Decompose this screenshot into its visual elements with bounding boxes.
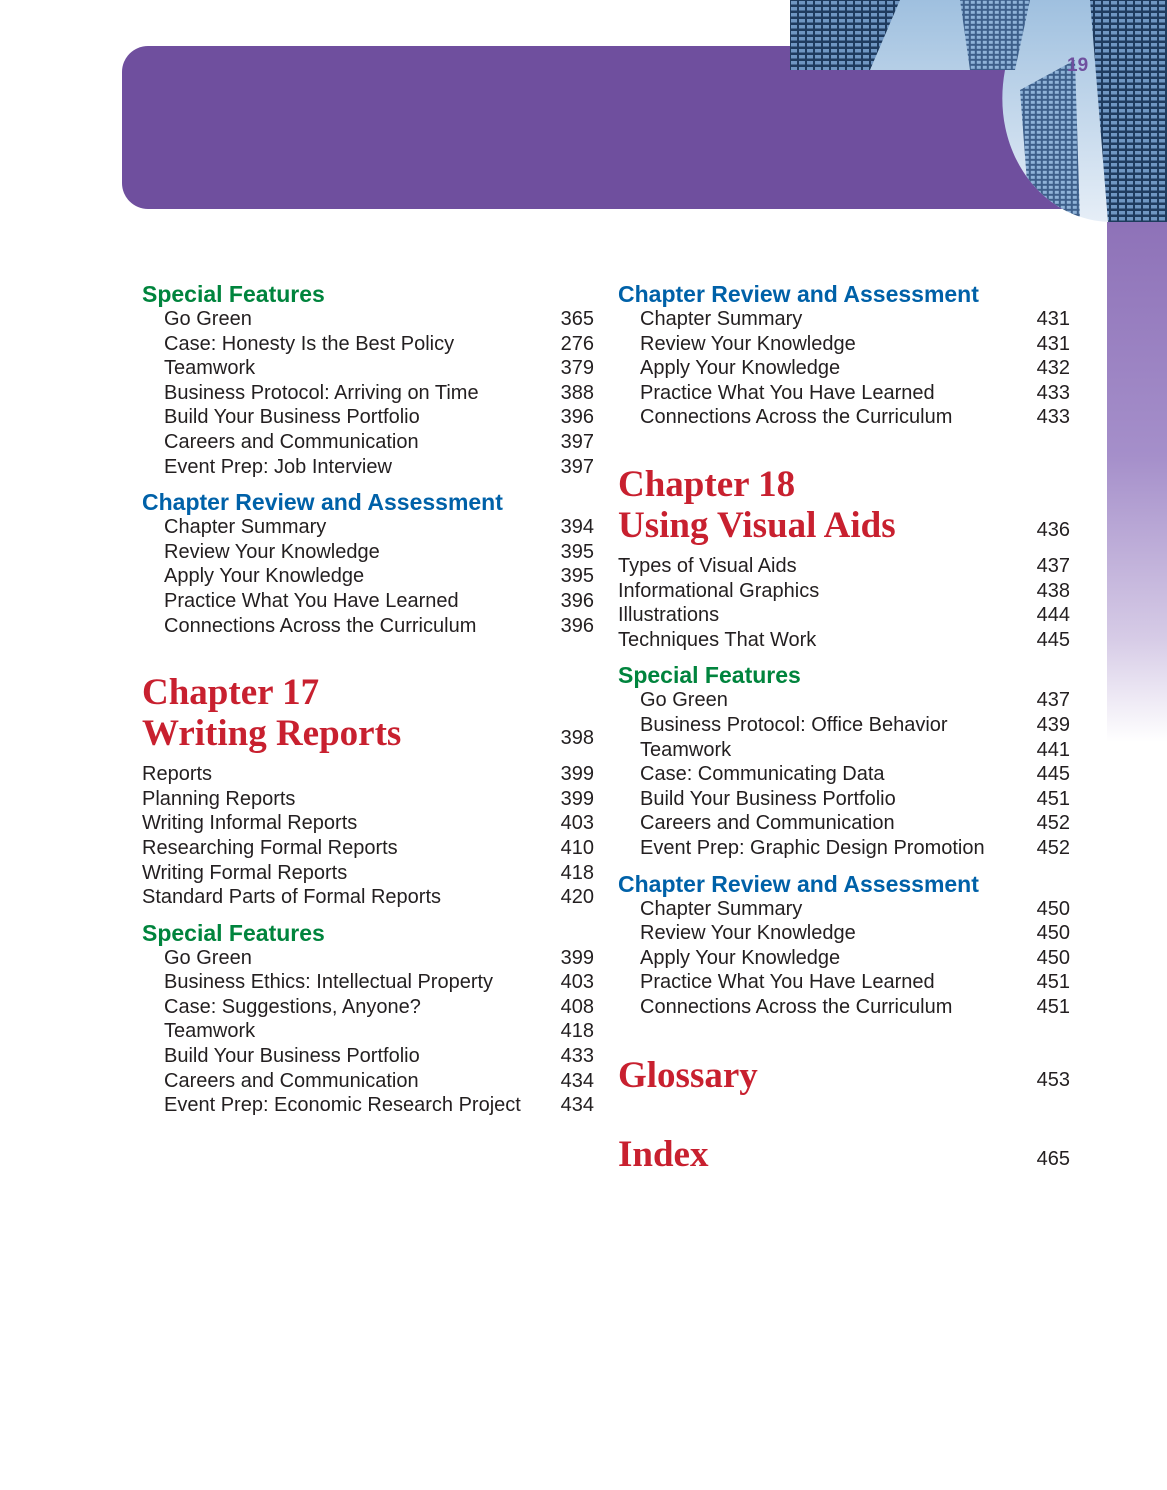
toc-entry[interactable] [618,946,1070,971]
index-entry[interactable] [618,1134,1070,1175]
toc-entry-label: Review Your Knowledge [640,922,856,945]
toc-entry[interactable] [618,628,1070,653]
toc-entry-label: Chapter Summary [640,897,803,920]
toc-entry-label: Review Your Knowledge [640,332,856,355]
toc-entry-label: Illustrations [618,604,720,627]
toc-entry-label: Careers and Communication [164,430,419,453]
toc-entry-page: 438 [1036,579,1070,602]
toc-entry-page: 445 [1036,763,1070,786]
toc-entry-page: 450 [1036,946,1070,969]
toc-entry-label: Writing Informal Reports [142,812,358,835]
toc-entry-label: Business Protocol: Office Behavior [640,713,948,736]
toc-entry-label: Go Green [164,946,252,969]
toc-entry-page: 399 [560,946,594,969]
toc-entry-label: Reports [142,763,213,786]
toc-entry-label: Connections Across the Curriculum [640,995,953,1018]
toc-entry-page: 434 [560,1069,594,1092]
toc-entry-label: Teamwork [164,1020,256,1043]
toc-entry[interactable] [142,405,594,430]
toc-entry[interactable] [142,515,594,540]
toc-entry-label: Business Ethics: Intellectual Property [164,971,494,994]
toc-entry[interactable] [618,836,1070,861]
toc-entry[interactable] [618,405,1070,430]
toc-entry-page: 408 [560,995,594,1018]
toc-entry[interactable] [618,356,1070,381]
toc-entry-page: 365 [560,308,594,330]
index-page: 465 [1036,1148,1070,1171]
toc-entry[interactable] [142,1019,594,1044]
chapter-title: Writing Reports [142,713,402,755]
toc-entry[interactable] [618,713,1070,738]
toc-entry-page: 434 [560,1094,594,1117]
toc-entry-page: 433 [1036,406,1070,429]
toc-right-column [618,281,1070,1175]
toc-entry-page: 450 [1036,897,1070,920]
toc-entry[interactable] [142,540,594,565]
toc-entry[interactable] [142,1044,594,1069]
toc-entry-page: 450 [1036,922,1070,945]
toc-entry[interactable] [142,995,594,1020]
toc-entry-page: 379 [560,357,594,380]
toc-entry-label: Writing Formal Reports [142,861,348,884]
toc-entry-label: Apply Your Knowledge [640,946,841,969]
toc-entry-label: Careers and Communication [640,812,895,835]
toc-entry[interactable] [618,787,1070,812]
toc-entry[interactable] [142,564,594,589]
toc-entry-label: Practice What You Have Learned [640,381,935,404]
toc-entry-page: 444 [1036,604,1070,627]
toc-entry-label: Apply Your Knowledge [164,565,365,588]
toc-entry-page: 396 [560,406,594,429]
toc-entry-label: Techniques That Work [618,628,817,651]
toc-entry[interactable] [142,430,594,455]
toc-entry-label: Go Green [640,689,728,712]
toc-entry-page: 388 [560,381,594,404]
toc-entry-label: Case: Honesty Is the Best Policy [164,332,455,355]
toc-entry-label: Go Green [164,308,252,330]
toc-entry[interactable] [618,688,1070,713]
toc-entry-label: Planning Reports [142,787,296,810]
toc-entry-page: 397 [560,455,594,478]
toc-entry[interactable] [142,811,594,836]
toc-entry-label: Practice What You Have Learned [164,589,459,612]
toc-entry-label: Careers and Communication [164,1069,419,1092]
toc-entry-page: 452 [1036,836,1070,859]
toc-entry[interactable] [618,921,1070,946]
index-title: Index [618,1134,709,1176]
toc-entry-page: 420 [560,886,594,909]
toc-entry-page: 433 [560,1045,594,1068]
toc-entry-page: 437 [1036,554,1070,577]
toc-entry[interactable] [142,307,594,332]
toc-entry-page: 403 [560,971,594,994]
toc-entry-page: 410 [560,836,594,859]
section-heading: Special Features [618,662,801,689]
toc-entry-page: 397 [560,430,594,453]
toc-entry[interactable] [142,762,594,787]
section-heading: Chapter Review and Assessment [618,870,979,897]
toc-left-column [142,281,594,1118]
toc-entry[interactable] [142,861,594,886]
toc-entry[interactable] [618,554,1070,579]
section-heading: Special Features [142,281,325,307]
glossary-entry[interactable] [618,1055,1070,1096]
glossary-page: 453 [1036,1069,1070,1092]
skyscraper-photo [790,0,1167,222]
toc-entry-label: Informational Graphics [618,579,820,602]
toc-entry[interactable] [618,381,1070,406]
section-heading: Special Features [142,919,325,946]
toc-entry-page: 276 [560,332,594,355]
section-heading: Chapter Review and Assessment [142,489,503,516]
chapter-17-heading[interactable] [142,672,594,754]
toc-entry-label: Case: Suggestions, Anyone? [164,995,421,1018]
toc-entry[interactable] [142,787,594,812]
toc-entry-label: Practice What You Have Learned [640,971,935,994]
toc-entry-label: Build Your Business Portfolio [164,406,420,429]
toc-entry[interactable] [618,762,1070,787]
toc-entry[interactable] [142,1069,594,1094]
toc-entry-page: 418 [560,1020,594,1043]
toc-entry[interactable] [618,738,1070,763]
toc-entry-page: 432 [1036,357,1070,380]
chapter-number: Chapter 17 [142,672,320,714]
toc-entry[interactable] [142,1093,594,1118]
toc-entry-page: 452 [1036,812,1070,835]
toc-entry[interactable] [618,603,1070,628]
toc-entry-page: 394 [560,516,594,539]
toc-entry[interactable] [142,356,594,381]
toc-entry-label: Researching Formal Reports [142,836,398,859]
toc-entry-label: Teamwork [164,357,256,380]
toc-entry-page: 433 [1036,381,1070,404]
toc-entry-label: Connections Across the Curriculum [164,614,477,637]
toc-entry-page: 445 [1036,628,1070,651]
section-heading: Chapter Review and Assessment [618,281,979,307]
toc-entry-label: Review Your Knowledge [164,540,380,563]
toc-entry-page: 399 [560,787,594,810]
toc-entry[interactable] [142,970,594,995]
toc-entry-page: 431 [1036,332,1070,355]
toc-entry[interactable] [142,455,594,480]
toc-entry-label: Apply Your Knowledge [640,357,841,380]
toc-entry-label: Build Your Business Portfolio [640,787,896,810]
toc-entry[interactable] [142,589,594,614]
toc-entry[interactable] [618,995,1070,1020]
toc-entry[interactable] [142,885,594,910]
chapter-number: Chapter 18 [618,463,796,505]
toc-entry-page: 439 [1036,713,1070,736]
chapter-18-heading[interactable] [618,464,1070,546]
toc-entry[interactable] [142,614,594,639]
glossary-title: Glossary [618,1055,758,1097]
toc-entry-label: Case: Communicating Data [640,763,885,786]
toc-entry[interactable] [618,579,1070,604]
toc-entry[interactable] [142,836,594,861]
chapter-page: 436 [1036,518,1070,541]
toc-entry-page: 396 [560,589,594,612]
toc-entry[interactable] [618,307,1070,332]
toc-entry-page: 418 [560,861,594,884]
page-number: 19 [1067,55,1089,76]
toc-entry-page: 399 [560,763,594,786]
side-gradient-strip [1107,222,1167,742]
toc-entry[interactable] [142,946,594,971]
toc-entry[interactable] [618,811,1070,836]
toc-entry[interactable] [618,970,1070,995]
toc-entry-page: 395 [560,540,594,563]
toc-entry-page: 395 [560,565,594,588]
toc-entry[interactable] [618,332,1070,357]
toc-entry-page: 441 [1036,738,1070,761]
toc-entry-label: Business Protocol: Arriving on Time [164,381,479,404]
toc-entry-page: 451 [1036,971,1070,994]
toc-entry[interactable] [618,897,1070,922]
toc-entry[interactable] [142,381,594,406]
toc-entry-page: 437 [1036,689,1070,712]
toc-entry-label: Event Prep: Job Interview [164,455,392,478]
toc-entry-page: 396 [560,614,594,637]
toc-entry-label: Teamwork [640,738,732,761]
toc-entry[interactable] [142,332,594,357]
toc-entry-label: Chapter Summary [640,308,803,330]
toc-entry-label: Connections Across the Curriculum [640,406,953,429]
toc-entry-page: 431 [1036,308,1070,330]
toc-entry-label: Types of Visual Aids [618,554,797,577]
toc-entry-page: 451 [1036,995,1070,1018]
toc-entry-label: Event Prep: Graphic Design Promotion [640,836,985,859]
toc-entry-label: Standard Parts of Formal Reports [142,886,442,909]
chapter-title: Using Visual Aids [618,504,896,546]
toc-entry-page: 451 [1036,787,1070,810]
toc-entry-label: Chapter Summary [164,516,327,539]
chapter-page: 398 [560,727,594,750]
toc-entry-label: Build Your Business Portfolio [164,1045,420,1068]
toc-entry-page: 403 [560,812,594,835]
toc-entry-label: Event Prep: Economic Research Project [164,1094,521,1117]
